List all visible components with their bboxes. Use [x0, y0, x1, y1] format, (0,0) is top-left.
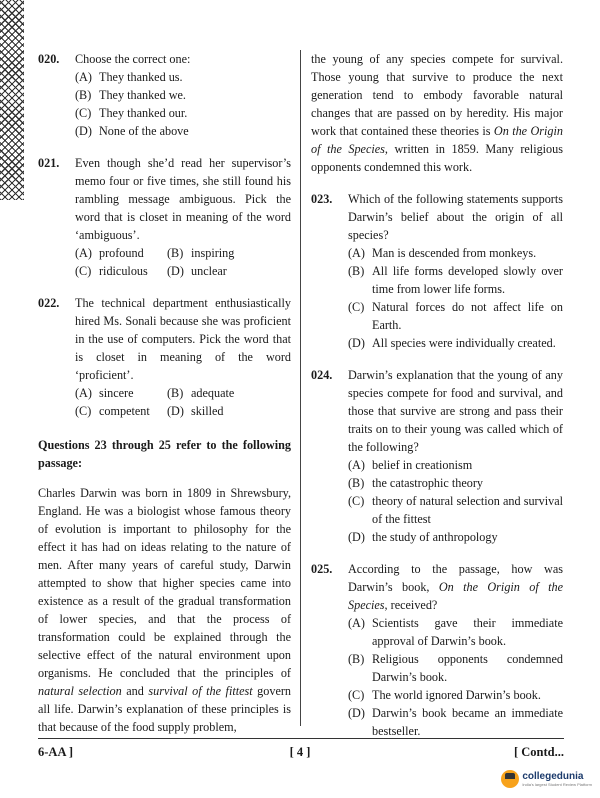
- option-d: (D) the study of anthropology: [348, 530, 498, 544]
- question-number: 023.: [311, 192, 333, 206]
- column-divider: [300, 50, 301, 726]
- question-number: 024.: [311, 368, 333, 382]
- options-grid: [75, 244, 291, 280]
- option-a: (A) Scientists gave their immediate approval of Darwin’s book.: [348, 616, 563, 648]
- question-21: [38, 154, 291, 280]
- option-a: (A) sincere: [75, 386, 134, 400]
- footer-rule: [38, 738, 564, 739]
- option-d: (D) None of the above: [75, 124, 189, 138]
- option-c: (C) Natural forces do not affect life on Earth.: [348, 300, 563, 332]
- question-23: [311, 190, 563, 352]
- passage-continuation: the young of any species compete for survival. Those young that survive to produce the next generation tend to embody favorable natural changes that are passed on by heredity. His major work that contained these theories is On the Origin of the Species, written in 1859. Many religious opponents condemned this work.: [311, 52, 563, 174]
- passage-paragraph: Charles Darwin was born in 1809 in Shrewsbury, England. He was a biologist whose famous theory of evolution is important to philosophy for the effect it has had on ideas relating to the nature of men. After many years of careful study, Darwin attempted to show that higher species came into existence as a result of the gradual transformation of lower species, and that the process of transformation could be explained through the selective effect of the natural environment upon organisms. He concluded that the principles of natural selection and survival of the fittest govern all life. Darwin’s explanation of these principles is that because of the food supply problem,: [38, 486, 291, 734]
- book-title: On the Origin of the Species: [311, 124, 563, 156]
- continued-label: [ Contd...: [513, 745, 564, 759]
- option-b: (B) They thanked we.: [75, 88, 186, 102]
- option-b: (B) Religious opponents condemned Darwin’s book.: [348, 652, 563, 684]
- option-d: (D) Darwin’s book became an immediate bestseller.: [348, 706, 563, 738]
- question-number: 022.: [38, 296, 60, 310]
- option-a: (A) belief in creationism: [348, 458, 473, 472]
- left-column: [38, 50, 291, 736]
- option-c: (C) The world ignored Darwin’s book.: [348, 688, 541, 702]
- question-stem: Darwin’s explanation that the young of any species compete for food and survival, and those that survive are strong and pass their traits on to their young was called which of the following?: [348, 368, 563, 454]
- question-number: 020.: [38, 52, 60, 66]
- option-c: (C) They thanked our.: [75, 106, 188, 120]
- option-b: (B) inspiring: [167, 246, 235, 260]
- question-stem: Even though she’d read her supervisor’s memo four or five times, she still found his rambling message ambiguous. Pick the word that is closet in meaning of the word ‘ambiguous’.: [75, 156, 291, 242]
- booklet-code: 6-AA ]: [38, 745, 74, 759]
- question-22: [38, 294, 291, 420]
- term-natural-selection: natural selection: [38, 684, 122, 698]
- mascot-icon: [501, 770, 519, 788]
- option-a: (A) profound: [75, 246, 144, 260]
- option-c: (C) competent: [75, 404, 150, 418]
- question-20: [38, 50, 291, 140]
- option-a: (A) They thanked us.: [75, 70, 183, 84]
- logo-name: collegedunia: [522, 770, 584, 782]
- option-b: (B) the catastrophic theory: [348, 476, 483, 490]
- option-b: (B) All life forms developed slowly over time from lower life forms.: [348, 264, 563, 296]
- question-stem: According to the passage, how was Darwin’s book, On the Origin of the Species, received?: [348, 562, 563, 612]
- option-c: (C) ridiculous: [75, 264, 148, 278]
- passage-heading: Questions 23 through 25 refer to the following passage:: [38, 438, 291, 470]
- question-stem: Which of the following statements supports Darwin’s belief about the origin of all species?: [348, 192, 563, 242]
- book-title: On the Origin of the Species: [348, 580, 563, 612]
- question-stem: Choose the correct one:: [75, 52, 191, 66]
- question-number: 021.: [38, 156, 60, 170]
- option-d: (D) unclear: [167, 264, 227, 278]
- logo-tagline: India's largest Student Review Platform: [522, 781, 592, 787]
- question-stem: The technical department enthusiastically hired Ms. Sonali because she was proficient in the use of computers. Pick the word that is closet in meaning of the word ‘proficient’.: [75, 296, 291, 382]
- options-grid: [75, 384, 291, 420]
- passage-body: [38, 484, 291, 736]
- page-number: [ 4 ]: [289, 745, 311, 759]
- decorative-border: [0, 0, 24, 200]
- collegedunia-logo: [501, 770, 592, 788]
- option-b: (B) adequate: [167, 386, 235, 400]
- option-a: (A) Man is descended from monkeys.: [348, 246, 537, 260]
- term-survival-of-fittest: survival of the fittest: [148, 684, 253, 698]
- question-24: [311, 366, 563, 546]
- option-c: (C) theory of natural selection and survival of the fittest: [348, 494, 563, 526]
- question-number: 025.: [311, 562, 333, 576]
- question-25: [311, 560, 563, 740]
- option-d: (D) All species were individually created.: [348, 336, 556, 350]
- right-column: [311, 50, 563, 754]
- option-d: (D) skilled: [167, 404, 224, 418]
